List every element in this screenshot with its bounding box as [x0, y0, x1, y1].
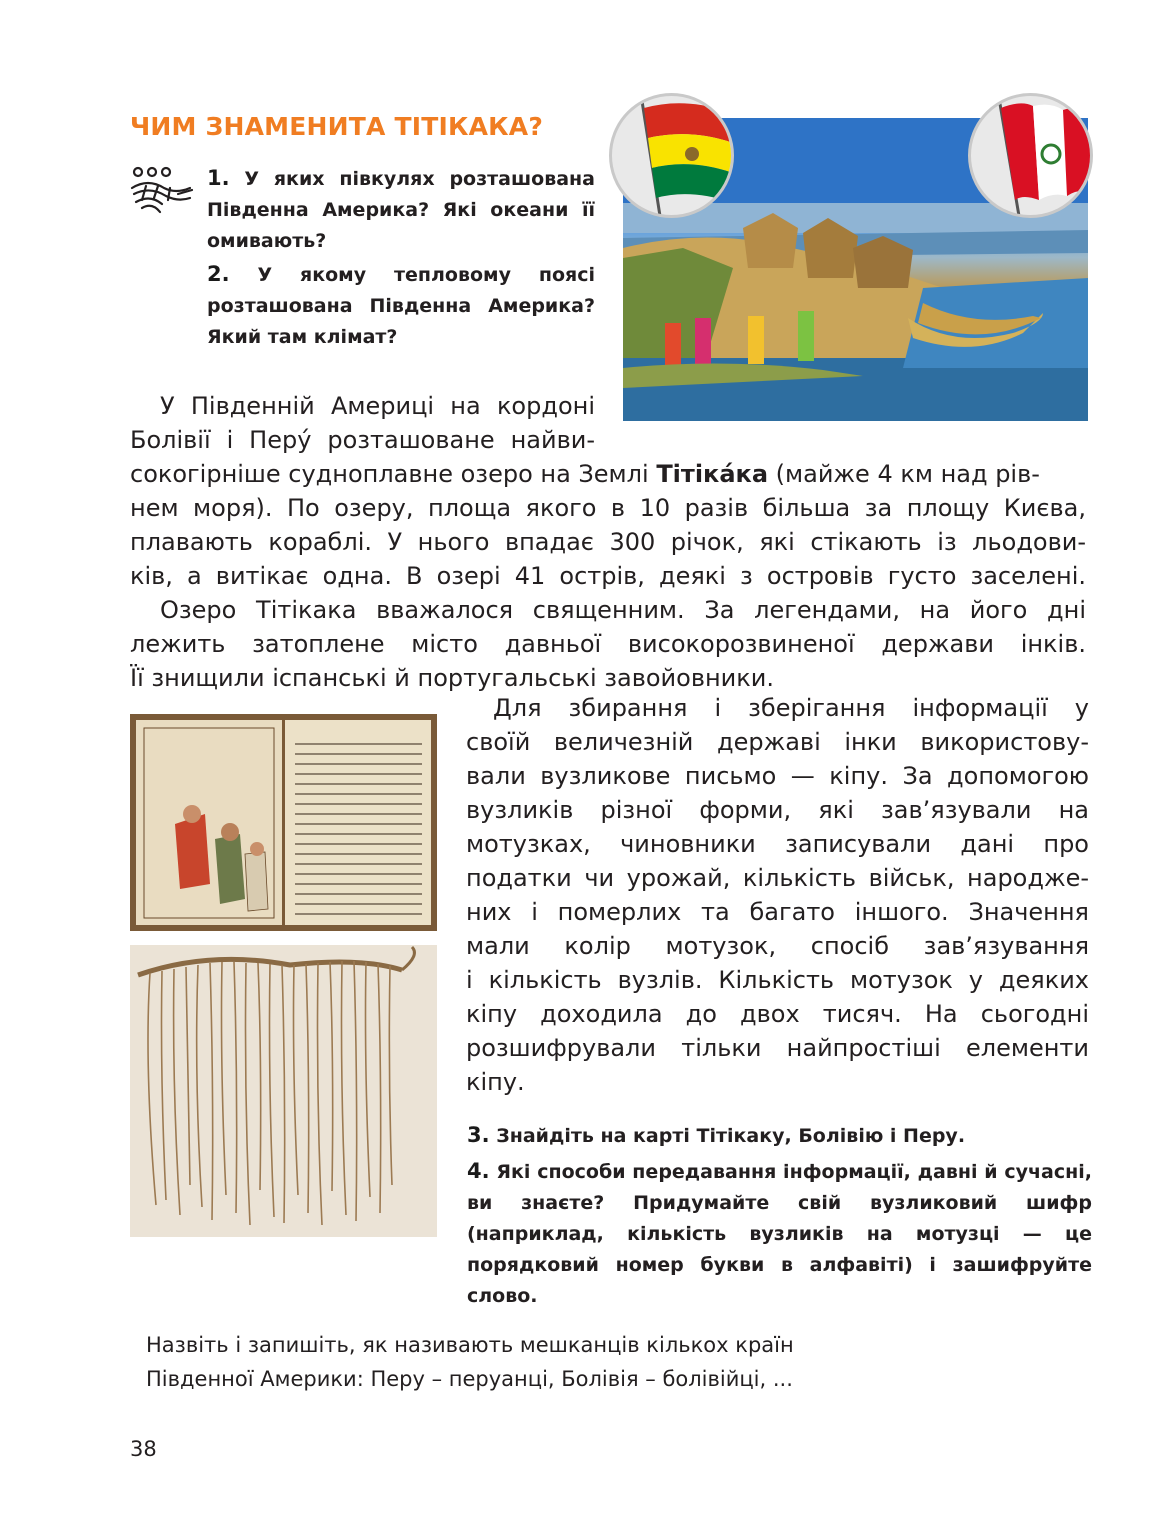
paragraph-line: плавають кораблі. У нього впадає 300 річок, які стікають із льодови- [130, 528, 1086, 556]
workers-pulling-rope-icon [128, 164, 194, 220]
paragraph-line: Для збирання і зберігання інформації у [493, 694, 1089, 722]
question-4 [467, 1156, 1092, 1312]
paragraph-line: нем моря). По озеру, площа якого в 10 разів більша за площу Києва, [130, 494, 1086, 522]
paragraph-line: лежить затоплене місто давньої високорозвиненої держави інків. [130, 630, 1086, 658]
question-text: Які способи передавання інформації, давні й сучасні, ви знаєте? Придумайте свій вузликовий шифр (наприклад, кількість вузликів на мотузці — це порядковий номер букви в алфавіті) і зашифруйте слово. [467, 1161, 1092, 1307]
question-text: У якому тепловому поясі розташована Південна Америка? Який там клімат? [207, 264, 595, 348]
paragraph-line: своїй величезній державі інки використову- [466, 728, 1089, 756]
question-number: 1. [207, 166, 230, 190]
bolivia-flag-icon [609, 93, 734, 218]
task-note [146, 1328, 846, 1396]
question-text: У яких півкулях розташована Південна Америка? Які океани її омивають? [207, 168, 595, 252]
section-title: ЧИМ ЗНАМЕНИТА ТІТІКАКА? [130, 112, 544, 141]
paragraph-line: У Південній Америці на кордоні [160, 392, 595, 420]
paragraph-line: них і померлих та багато іншого. Значення [466, 898, 1089, 926]
question-3 [467, 1120, 1092, 1152]
question-2 [207, 259, 595, 353]
paragraph-line: мотузках, чиновники записували дані про [466, 830, 1089, 858]
paragraph-line: Озеро Тітікака вважалося священним. За легендами, на його дні [160, 596, 1086, 624]
paragraph-line: вузликів різної форми, які зав’язували на [466, 796, 1089, 824]
paragraph-text: (майже 4 км над рів- [775, 460, 1040, 488]
peru-flag-icon [968, 93, 1093, 218]
inca-manuscript-photo [130, 714, 437, 931]
note-line: Назвіть і запишіть, як називають мешканців кількох країн [146, 1333, 794, 1357]
paragraph-line: Болівії і Перу́ розташоване найви- [130, 426, 595, 454]
page-number: 38 [130, 1437, 157, 1461]
note-line: Південної Америки: Перу – перуанці, Болівія – болівійці, ... [146, 1367, 793, 1391]
paragraph-line: мали колір мотузок, спосіб зав’язування [466, 932, 1089, 960]
paragraph-line: Її знищили іспанські й португальські завойовники. [130, 664, 774, 692]
question-number: 3. [467, 1123, 490, 1147]
paragraph-line: податки чи урожай, кількість військ, народже- [466, 864, 1089, 892]
paragraph-line-with-bold [130, 460, 1130, 488]
paragraph-text: сокогірніше судноплавне озеро на Землі [130, 460, 649, 488]
lake-name-bold: Тітіка́ка [656, 460, 769, 488]
question-text: Знайдіть на карті Тітікаку, Болівію і Перу. [496, 1125, 966, 1147]
paragraph-line: кіпу. [466, 1068, 525, 1096]
question-number: 4. [467, 1159, 490, 1183]
paragraph-line: вали вузликове письмо — кіпу. За допомогою [466, 762, 1089, 790]
paragraph-line: розшифрували тільки найпростіші елементи [466, 1034, 1089, 1062]
paragraph-line: ків, а витікає одна. В озері 41 острів, деякі з островів густо заселені. [130, 562, 1086, 590]
paragraph-line: і кількість вузлів. Кількість мотузок у деяких [466, 966, 1089, 994]
kipu-knots-photo [130, 945, 437, 1237]
question-1 [207, 163, 595, 257]
question-number: 2. [207, 262, 230, 286]
paragraph-line: кіпу доходила до двох тисяч. На сьогодні [466, 1000, 1089, 1028]
